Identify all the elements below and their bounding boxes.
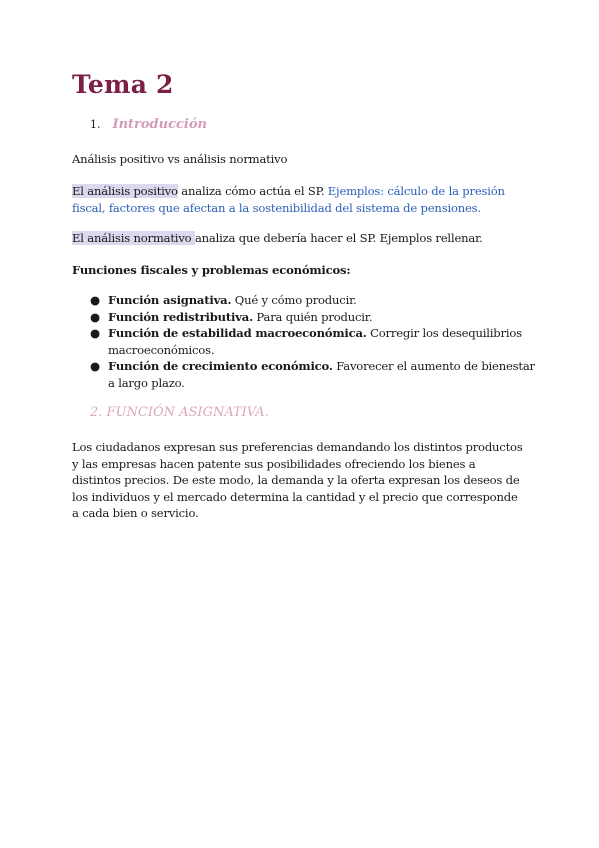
list-item <box>90 325 538 358</box>
list-item-text: Favorecer el aumento de bienestar a largo plazo. <box>108 359 535 390</box>
bullet-icon: ● <box>90 326 100 340</box>
text-analisis-normativo: analiza que debería hacer el SP. Ejemplos rellenar. <box>194 231 483 245</box>
section-1-heading <box>90 117 207 132</box>
paragraph-analisis-positivo <box>72 183 527 216</box>
examples-analisis-positivo: Ejemplos: cálculo de la presión fiscal, factores que afectan a la sostenibilidad del sistema de pensiones. <box>72 184 505 215</box>
page-title: Tema 2 <box>72 70 174 99</box>
funciones-heading: Funciones fiscales y problemas económicos: <box>72 263 351 277</box>
highlight-analisis-normativo: El análisis normativo <box>72 231 195 245</box>
section-1-title: Introducción <box>112 117 207 132</box>
list-item <box>90 292 538 309</box>
section-2-heading: 2. FUNCIÓN ASIGNATIVA. <box>90 405 269 420</box>
bullet-icon: ● <box>90 359 100 373</box>
list-item <box>90 309 538 326</box>
funciones-list <box>72 292 538 391</box>
list-item-bold: Función de crecimiento económico. <box>108 359 333 373</box>
list-item-bold: Función asignativa. <box>108 293 232 307</box>
list-item-text: Para quién producir. <box>252 309 373 324</box>
list-item-bold: Función redistributiva. <box>108 309 253 324</box>
section-1-number: 1. <box>90 118 101 131</box>
paragraph-ciudadanos: Los ciudadanos expresan sus preferencias demandando los distintos productos y las empresas hacen patente sus posibilidades ofreciendo los bienes a distintos precios. De este modo, la demanda y la oferta expresan los deseos de los individuos y el mercado determina la cantidad y el precio que corresponde a cada bien o servicio. <box>72 440 523 520</box>
list-item <box>90 358 538 391</box>
paragraph-positivo-vs-normativo: Análisis positivo vs análisis normativo <box>72 152 288 166</box>
bullet-icon: ● <box>90 293 100 307</box>
list-item-text: Qué y cómo producir. <box>231 293 357 307</box>
list-item-text: Corregir los desequilibrios macroeconómicos. <box>108 326 522 357</box>
bullet-icon: ● <box>90 309 100 324</box>
paragraph-analisis-normativo <box>72 230 483 247</box>
highlight-analisis-positivo: El análisis positivo <box>72 184 178 198</box>
text-analisis-positivo: analiza cómo actúa el SP. <box>177 184 328 198</box>
list-item-bold: Función de estabilidad macroeconómica. <box>108 326 367 340</box>
